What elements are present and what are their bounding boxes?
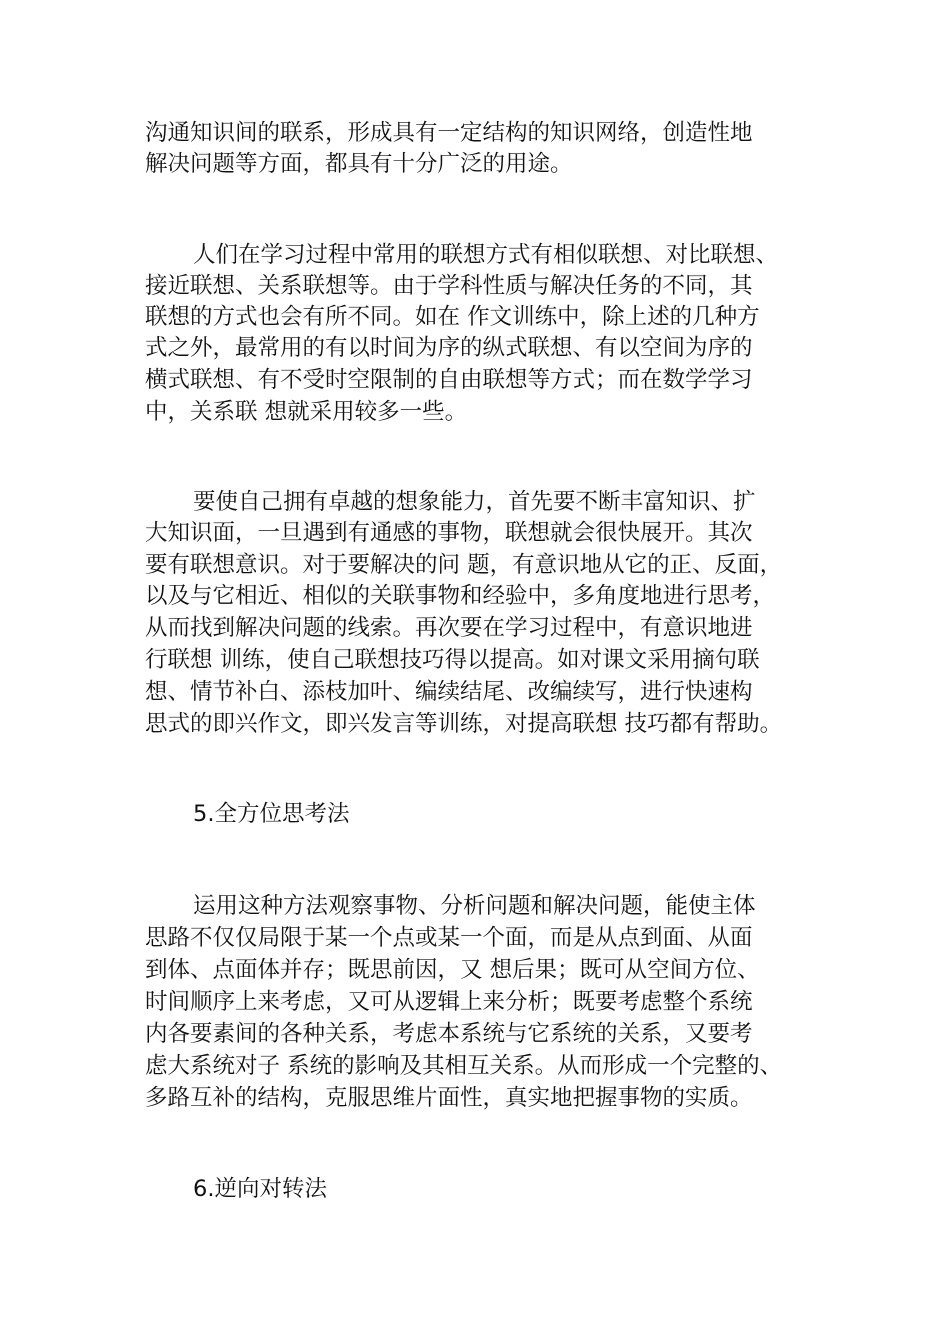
paragraph-3-line-1: 要使自己拥有卓越的想象能力，首先要不断丰富知识、扩 [193,489,756,515]
section-heading-5: 5.全方位思考法 [193,801,350,827]
section-heading-6: 6.逆向对转法 [193,1176,327,1202]
paragraph-4-line-7: 多路互补的结构，克服思维片面性，真实地把握事物的实质。 [145,1085,753,1111]
paragraph-4-line-5: 内各要素间的各种关系，考虑本系统与它系统的关系，又要考 [145,1021,753,1047]
paragraph-3-line-3: 要有联想意识。对于要解决的问 题，有意识地从它的正、反面， [145,552,783,578]
paragraph-4-line-4: 时间顺序上来考虑，又可从逻辑上来分析；既要考虑整个系统 [145,989,753,1015]
paragraph-4-line-2: 思路不仅仅局限于某一个点或某一个面，而是从点到面、从面 [145,925,753,951]
paragraph-2-line-6: 中，关系联 想就采用较多一些。 [145,399,468,425]
paragraph-2-line-3: 联想的方式也会有所不同。如在 作文训练中，除上述的几种方 [145,304,760,330]
paragraph-3-line-7: 想、情节补白、添枝加叶、编续结尾、改编续写，进行快速构 [145,679,753,705]
paragraph-1-line-2: 解决问题等方面，都具有十分广泛的用途。 [145,151,573,177]
paragraph-3-line-5: 从而找到解决问题的线索。再次要在学习过程中，有意识地进 [145,615,753,641]
paragraph-2-line-4: 式之外，最常用的有以时间为序的纵式联想、有以空间为序的 [145,335,753,361]
paragraph-4-line-1: 运用这种方法观察事物、分析问题和解决问题，能使主体 [193,893,756,919]
paragraph-1-line-1: 沟通知识间的联系，形成具有一定结构的知识网络，创造性地 [145,120,753,146]
paragraph-2-line-1: 人们在学习过程中常用的联想方式有相似联想、对比联想、 [193,242,779,268]
paragraph-3-line-4: 以及与它相近、相似的关联事物和经验中，多角度地进行思考， [145,583,776,609]
paragraph-3-line-2: 大知识面，一旦遇到有通感的事物，联想就会很快展开。其次 [145,520,753,546]
paragraph-4-line-6: 虑大系统对子 系统的影响及其相互关系。从而形成一个完整的、 [145,1053,783,1079]
paragraph-2-line-2: 接近联想、关系联想等。由于学科性质与解决任务的不同，其 [145,273,753,299]
paragraph-2-line-5: 横式联想、有不受时空限制的自由联想等方式；而在数学学习 [145,367,753,393]
paragraph-3-line-6: 行联想 训练，使自己联想技巧得以提高。如对课文采用摘句联 [145,647,760,673]
paragraph-3-line-8: 思式的即兴作文，即兴发言等训练，对提高联想 技巧都有帮助。 [145,711,783,737]
paragraph-4-line-3: 到体、点面体并存；既思前因，又 想后果；既可从空间方位、 [145,957,760,983]
